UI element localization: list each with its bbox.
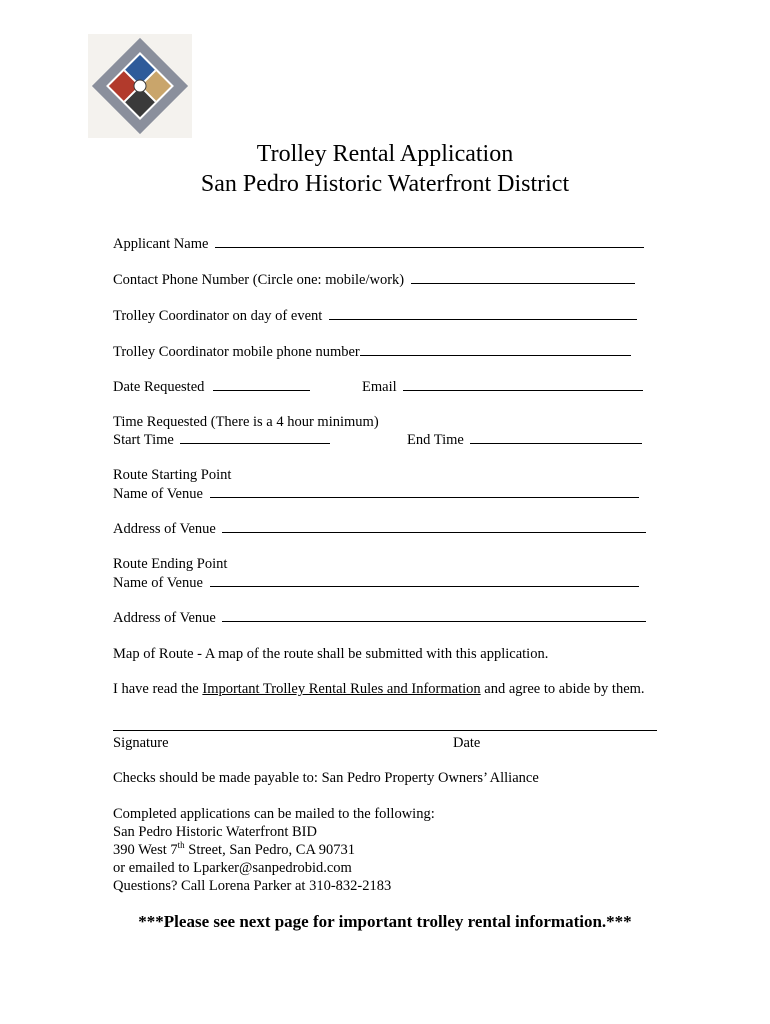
venue-name-1-label: Name of Venue xyxy=(113,486,203,502)
coordinator-phone-field[interactable] xyxy=(360,342,631,356)
signature-line[interactable] xyxy=(113,730,657,731)
venue-name-2-field[interactable] xyxy=(210,573,639,587)
form-title: Trolley Rental Application xyxy=(256,141,514,167)
route-start-label: Route Starting Point xyxy=(113,467,232,483)
venue-name-1-field[interactable] xyxy=(210,484,639,498)
coordinator-phone-label: Trolley Coordinator mobile phone number xyxy=(113,344,360,360)
mailing-intro: Completed applications can be mailed to the following: xyxy=(113,806,435,822)
mailing-org: San Pedro Historic Waterfront BID xyxy=(113,824,317,840)
form-subtitle: San Pedro Historic Waterfront District xyxy=(200,171,570,197)
next-page-note: ***Please see next page for important trolley rental information.*** xyxy=(138,912,632,931)
contact-phone-field[interactable] xyxy=(411,270,635,284)
contact-phone-row xyxy=(113,270,635,289)
contact-phone-label: Contact Phone Number (Circle one: mobile/work) xyxy=(113,272,405,288)
map-route-note: Map of Route - A map of the route shall be submitted with this application. xyxy=(113,646,549,662)
agreement-suffix: and agree to abide by them. xyxy=(484,681,645,697)
route-end-label: Route Ending Point xyxy=(113,556,228,572)
time-requested-label: Time Requested (There is a 4 hour minimum) xyxy=(113,414,379,430)
start-time-field[interactable] xyxy=(180,430,330,444)
venue-address-2-label: Address of Venue xyxy=(113,610,216,626)
end-time-field[interactable] xyxy=(470,430,642,444)
rules-link[interactable]: Important Trolley Rental Rules and Information xyxy=(202,681,481,697)
checks-payable-note: Checks should be made payable to: San Pedro Property Owners’ Alliance xyxy=(113,770,539,786)
venue-address-1-field[interactable] xyxy=(222,519,646,533)
start-time-row xyxy=(113,430,330,449)
start-time-label: Start Time xyxy=(113,432,174,448)
mailing-email: or emailed to Lparker@sanpedrobid.com xyxy=(113,860,352,876)
coordinator-row xyxy=(113,306,637,325)
agreement-row xyxy=(113,680,645,698)
applicant-name-field[interactable] xyxy=(215,234,644,248)
email-row xyxy=(362,377,643,396)
signature-label: Signature xyxy=(113,735,169,751)
coordinator-phone-row xyxy=(113,342,631,361)
email-field[interactable] xyxy=(403,377,643,391)
district-logo-graphic xyxy=(88,34,192,138)
mailing-street xyxy=(113,841,355,859)
coordinator-label: Trolley Coordinator on day of event xyxy=(113,308,323,324)
coordinator-field[interactable] xyxy=(329,306,637,320)
date-requested-label: Date Requested xyxy=(113,379,205,395)
end-time-row xyxy=(407,430,642,449)
date-requested-field[interactable] xyxy=(213,377,310,391)
applicant-name-label: Applicant Name xyxy=(113,236,209,252)
venue-name-2-row xyxy=(113,573,639,592)
agreement-prefix: I have read the xyxy=(113,681,199,697)
email-label: Email xyxy=(362,379,397,395)
date-label: Date xyxy=(453,735,481,751)
district-logo xyxy=(88,34,192,138)
applicant-name-row xyxy=(113,234,644,253)
venue-name-2-label: Name of Venue xyxy=(113,575,203,591)
date-requested-row xyxy=(113,377,310,396)
street-rest: Street, San Pedro, CA 90731 xyxy=(184,842,356,858)
mailing-questions: Questions? Call Lorena Parker at 310-832-2183 xyxy=(113,878,392,894)
venue-address-2-row xyxy=(113,608,646,627)
venue-address-1-label: Address of Venue xyxy=(113,521,216,537)
end-time-label: End Time xyxy=(407,432,464,448)
venue-address-1-row xyxy=(113,519,646,538)
venue-address-2-field[interactable] xyxy=(222,608,646,622)
street-number: 390 West 7 xyxy=(113,842,178,858)
street-ordinal: th xyxy=(177,840,185,851)
venue-name-1-row xyxy=(113,484,639,503)
